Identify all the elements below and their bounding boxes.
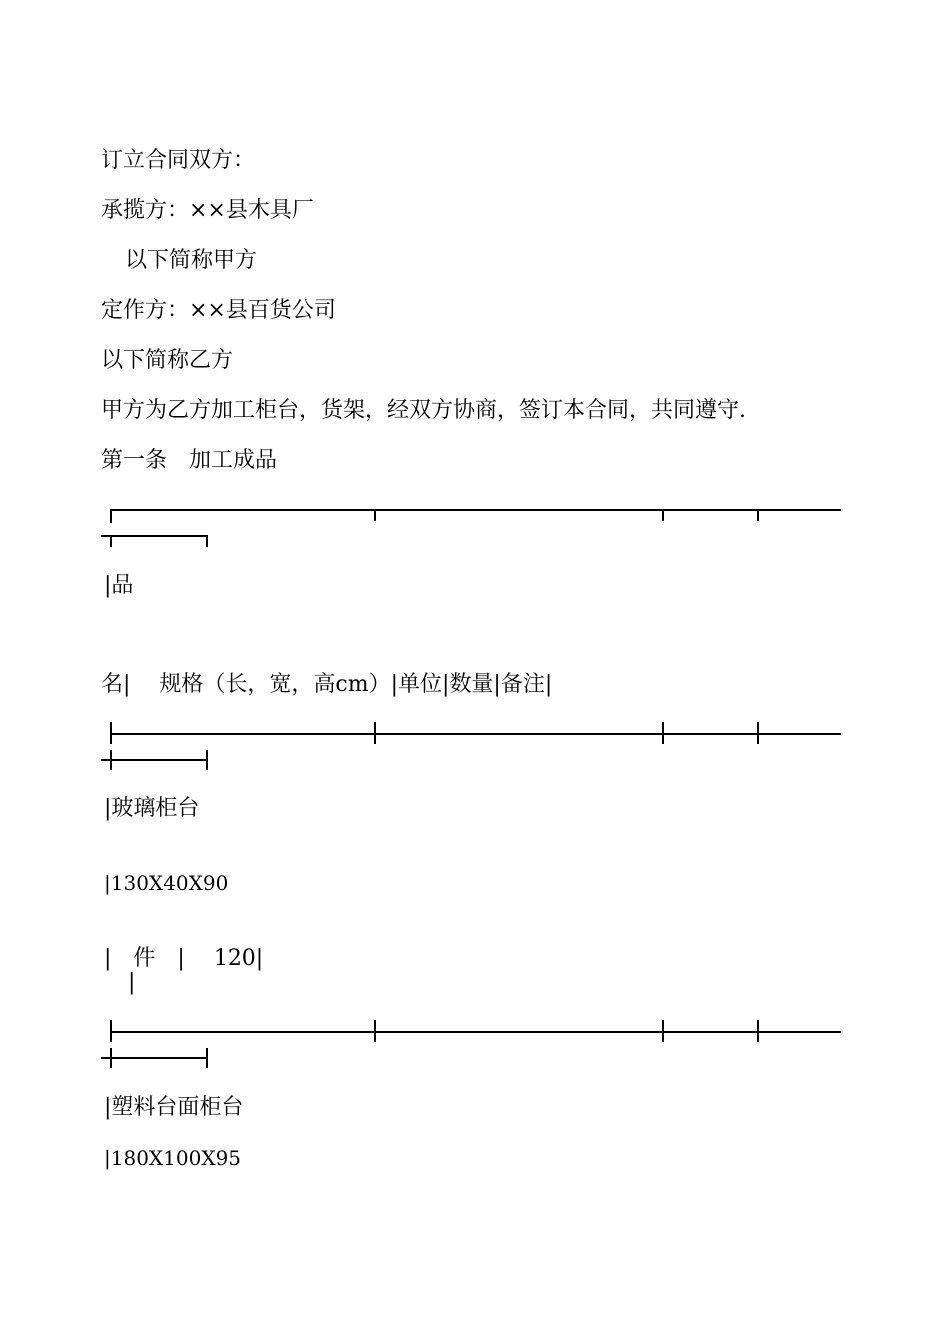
article-1-title: 第一条 加工成品 — [101, 448, 278, 473]
row-spec: |180X100X95 — [104, 1146, 242, 1170]
row-name: |玻璃柜台 — [104, 796, 200, 821]
table-header-row: 名| 规格（长，宽，高cm）|单位|数量|备注| — [101, 672, 553, 697]
contractor-alias: 以下简称甲方 — [125, 248, 258, 273]
table-header-col1-part1: |品 — [104, 573, 134, 598]
parties-heading: 订立合同双方： — [101, 148, 256, 173]
orderer-alias: 以下简称乙方 — [101, 348, 234, 373]
contractor-line: 承揽方：××县木具厂 — [101, 198, 314, 223]
row-spec: |130X40X90 — [104, 871, 229, 895]
row-name: |塑料台面柜台 — [104, 1095, 244, 1120]
row-unit-qty: | 件 | 120| — [104, 946, 264, 971]
orderer-line: 定作方：××县百货公司 — [101, 298, 336, 323]
row-trailing-bar: | — [128, 970, 136, 995]
intro-paragraph: 甲方为乙方加工柜台，货架，经双方协商，签订本合同，共同遵守. — [101, 398, 746, 423]
